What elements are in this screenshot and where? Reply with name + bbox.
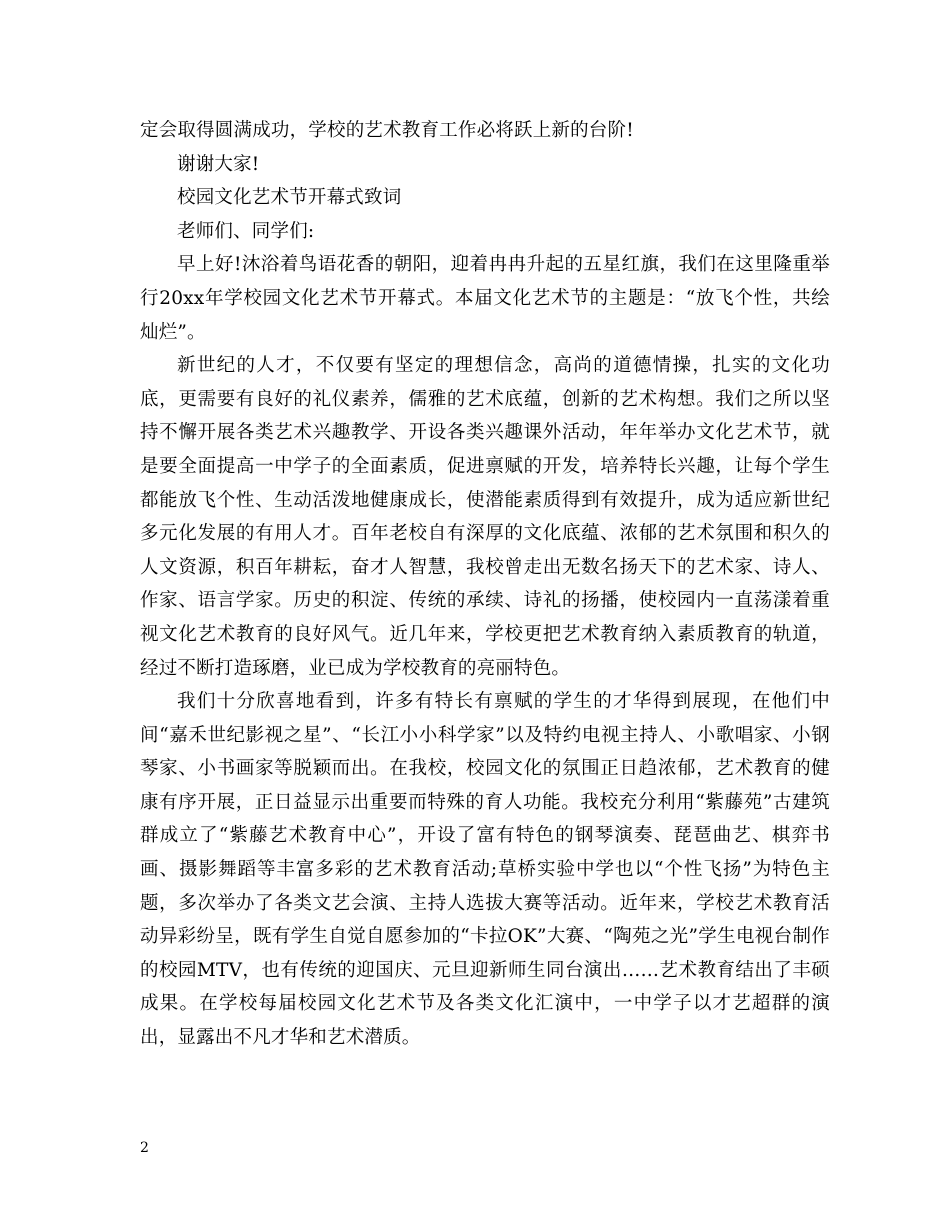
body-text bbox=[140, 114, 830, 1055]
paragraph-achievements: 我们十分欣喜地看到，许多有特长有禀赋的学生的才华得到展现，在他们中间“嘉禾世纪影视之星”、“长江小小科学家”以及特约电视主持人、小歌唱家、小钢琴家、小书画家等脱颖而出。在我校，校园文化的氛围正日趋浓郁，艺术教育的健康有序开展，正日益显示出重要而特殊的育人功能。我校充分利用“紫藤苑”古建筑群成立了“紫藤艺术教育中心”，开设了富有特色的钢琴演奏、琵琶曲艺、棋弈书画、摄影舞蹈等丰富多彩的艺术教育活动;草桥实验中学也以“个性飞扬”为特色主题，多次举办了各类文艺会演、主持人选拔大赛等活动。近年来，学校艺术教育活动异彩纷呈，既有学生自觉自愿参加的“卡拉OK”大赛、“陶苑之光”学生电视台制作的校园MTV，也有传统的迎国庆、元旦迎新师生同台演出……艺术教育结出了丰硕成果。在学校每届校园文化艺术节及各类文化汇演中，一中学子以才艺超群的演出，显露出不凡才华和艺术潜质。 bbox=[140, 691, 830, 1049]
paragraph-thanks: 谢谢大家! bbox=[177, 153, 260, 175]
page-number: 2 bbox=[140, 1140, 149, 1156]
salutation: 老师们、同学们: bbox=[177, 220, 315, 242]
paragraph-greeting: 早上好!沐浴着鸟语花香的朝阳，迎着冉冉升起的五星红旗，我们在这里隆重举行20xx年学校园文化艺术节开幕式。本届文化艺术节的主题是：“放飞个性，共绘灿烂”。 bbox=[140, 254, 830, 343]
section-title: 校园文化艺术节开幕式致词 bbox=[177, 187, 402, 209]
paragraph-continuation: 定会取得圆满成功，学校的艺术教育工作必将跃上新的台阶! bbox=[140, 120, 634, 141]
paragraph-talent: 新世纪的人才，不仅要有坚定的理想信念，高尚的道德情操，扎实的文化功底，更需要有良好的礼仪素养，儒雅的艺术底蕴，创新的艺术构想。我们之所以坚持不懈开展各类艺术兴趣教学、开设各类兴趣课外活动，年年举办文化艺术节，就是要全面提高一中学子的全面素质，促进禀赋的开发，培养特长兴趣，让每个学生都能放飞个性、生动活泼地健康成长，使潜能素质得到有效提升，成为适应新世纪多元化发展的有用人才。百年老校自有深厚的文化底蕴、浓郁的艺术氛围和积久的人文资源，积百年耕耘，奋才人智慧，我校曾走出无数名扬天下的艺术家、诗人、作家、语言学家。历史的积淀、传统的承续、诗礼的扬播，使校园内一直荡漾着重视文化艺术教育的良好风气。近几年来，学校更把艺术教育纳入素质教育的轨道，经过不断打造琢磨，业已成为学校教育的亮丽特色。 bbox=[140, 355, 830, 679]
